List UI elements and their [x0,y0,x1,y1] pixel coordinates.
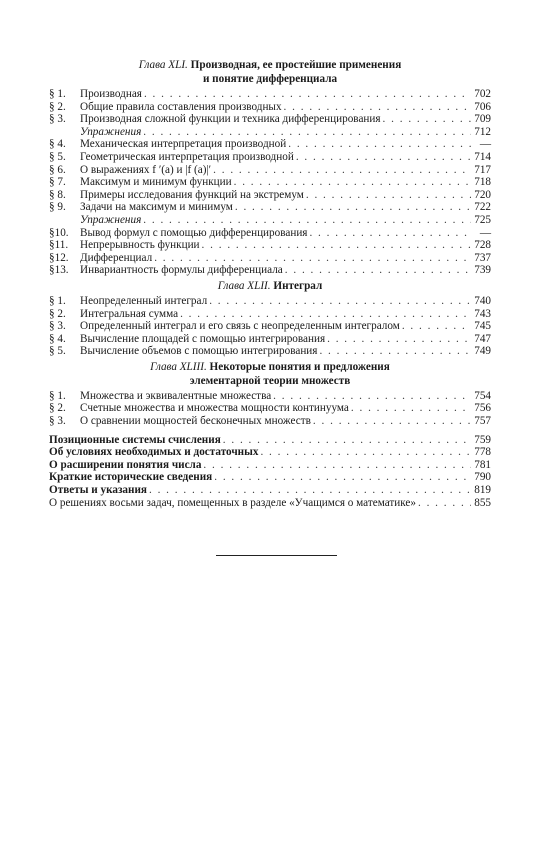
dot-leader [273,390,471,403]
page-number: 749 [474,345,491,358]
toc-entry[interactable] [49,295,491,308]
toc-entry[interactable] [49,459,491,472]
dot-leader [309,227,471,240]
dot-leader [285,264,471,277]
section-title: Геометрическая интерпретация производной [80,150,294,163]
section-number: § 9. [49,201,66,214]
toc-entry[interactable] [49,201,491,214]
dot-leader [202,239,471,252]
dot-leader [144,88,471,101]
toc-entry[interactable] [49,88,491,101]
section-title: Краткие исторические сведения [49,471,213,484]
section-number: § 2. [49,307,66,320]
section-title: Вычисление объемов с помощью интегрирования [80,345,318,358]
dot-leader [180,308,471,321]
section-number: §11. [49,239,69,252]
toc-entry[interactable] [49,333,491,346]
table-of-contents [49,58,491,509]
section-title: Упражнения [80,213,142,226]
dot-leader [234,176,471,189]
section-title: О сравнении мощностей бесконечных множеств [80,415,311,428]
toc-entry[interactable] [49,320,491,333]
dot-leader [296,151,471,164]
section-title: Ответы и указания [49,484,147,497]
section-title: О решениях восьми задач, помещенных в разделе «Учащимся о математике» [49,496,416,509]
dot-leader [402,320,471,333]
page-number: 778 [474,446,491,459]
dot-leader [306,189,471,202]
section-title: О расширении понятия числа [49,458,202,471]
toc-entry[interactable] [49,227,491,240]
chapter-label: Глава XLI. [138,59,188,71]
appendix-items [49,434,491,510]
dot-leader [284,101,471,114]
section-number: § 5. [49,150,66,163]
chapter-heading [49,58,491,86]
toc-entry[interactable] [49,402,491,415]
section-number: §10. [49,226,69,239]
toc-entry[interactable] [49,264,491,277]
page-number: 781 [474,458,491,471]
dot-leader [203,459,471,472]
section-title: Примеры исследования функций на экстремум [80,188,304,201]
chapter-heading [49,279,491,293]
dot-leader [154,252,471,265]
toc-entry[interactable] [49,497,491,510]
section-number: § 1. [49,389,66,402]
dot-leader [149,484,471,497]
page-number: 728 [474,239,491,252]
dot-leader [209,295,471,308]
section-number: § 3. [49,415,66,428]
page-number: — [479,226,491,239]
dot-leader [418,497,471,510]
toc-entry[interactable] [49,239,491,252]
page-number: 756 [474,402,491,415]
page-number: 739 [474,264,491,277]
section-title: Вывод формул с помощью дифференцирования [80,226,308,239]
page-number: 737 [474,251,491,264]
section-number: § 6. [49,163,66,176]
dot-leader [213,164,471,177]
toc-entry[interactable] [49,164,491,177]
section-title: Непрерывность функции [80,239,200,252]
section-number: § 2. [49,402,66,415]
page-number: 855 [474,496,491,509]
section-title: Неопределенный интеграл [80,294,208,307]
page-number: 745 [474,320,491,333]
section-title: Определенный интеграл и его связь с неопределенным интегралом [80,320,400,333]
section-number: § 3. [49,113,66,126]
section-title: Механическая интерпретация производной [80,138,287,151]
chapter-label: Глава XLII. [217,279,271,292]
page-number: 754 [474,389,491,402]
page-number: 702 [474,88,491,100]
section-number: § 8. [49,188,66,201]
toc-entry[interactable] [49,308,491,321]
dot-leader [327,333,471,346]
page-number: 712 [474,125,491,138]
section-number: §12. [49,251,69,264]
section-title: Общие правила составления производных [80,100,282,113]
chapter-title-line2: элементарной теории множеств [189,374,351,387]
toc-entry[interactable] [49,446,491,459]
toc-entry[interactable] [49,138,491,151]
section-title: Счетные множества и множества мощности континуума [80,402,349,415]
section-title: Производная сложной функции и техника дифференцирования [80,113,381,126]
section-title: Инвариантность формулы дифференциала [80,264,283,277]
section-number: § 7. [49,176,66,189]
toc-entry[interactable] [49,345,491,358]
section-number: § 3. [49,320,66,333]
toc-entry[interactable] [49,113,491,126]
toc-entry[interactable] [49,434,491,447]
page-number: 757 [474,415,491,428]
dot-leader [383,113,471,126]
dot-leader [223,434,471,447]
chapter-items [49,295,491,358]
section-title: Упражнения [80,125,142,138]
dot-leader [313,415,471,428]
toc-entry[interactable] [49,151,491,164]
page-number: 709 [474,113,491,126]
chapter-items [49,390,491,428]
toc-entry[interactable] [49,252,491,265]
toc-entry[interactable] [49,126,491,139]
dot-leader [260,446,471,459]
toc-entry[interactable] [49,390,491,403]
page-number: 740 [474,294,491,307]
section-title: Производная [80,88,142,100]
dot-leader [235,201,471,214]
chapter-title-line2: и понятие дифференциала [202,73,338,85]
toc-entry[interactable] [49,415,491,428]
page-number: 720 [474,188,491,201]
page-number: 714 [474,150,491,163]
section-title: Позиционные системы счисления [49,433,221,446]
closing-rule [216,555,337,556]
section-title: Вычисление площадей с помощью интегрирования [80,332,326,345]
page-number: 717 [474,163,491,176]
page-number: — [479,138,491,151]
chapter-items [49,88,491,277]
section-title: Максимум и минимум функции [80,176,232,189]
section-number: § 1. [49,88,66,100]
section-number: § 5. [49,345,66,358]
toc-entry[interactable] [49,189,491,202]
section-title: Задачи на максимум и минимум [80,201,233,214]
page-number: 706 [474,100,491,113]
chapter-title: Интеграл [273,279,323,292]
page-number: 743 [474,307,491,320]
section-title: Об условиях необходимых и достаточных [49,446,259,459]
page-number: 725 [474,213,491,226]
page-number: 747 [474,332,491,345]
toc-entry[interactable] [49,176,491,189]
page-number: 718 [474,176,491,189]
toc-entry[interactable] [49,101,491,114]
dot-leader [214,471,471,484]
section-number: § 4. [49,138,66,151]
toc-entry[interactable] [49,484,491,497]
chapter-label: Глава XLIII. [150,360,207,373]
section-title: О выражениях f ′(a) и |f (a)|′ [80,163,212,176]
page-number: 759 [474,433,491,446]
section-number: § 4. [49,332,66,345]
chapter-title: Некоторые понятия и предложения [209,360,390,373]
dot-leader [351,402,471,415]
page-number: 722 [474,201,491,214]
dot-leader [288,138,471,151]
dot-leader [319,345,471,358]
section-number: § 2. [49,100,66,113]
toc-entry[interactable] [49,471,491,484]
section-title: Интегральная сумма [80,307,179,320]
toc-entry[interactable] [49,214,491,227]
section-number: § 1. [49,294,66,307]
chapter-heading [49,360,491,388]
section-title: Дифференциал [80,251,153,264]
dot-leader [143,126,471,139]
page-number: 819 [474,484,491,497]
section-number: §13. [49,264,69,277]
section-title: Множества и эквивалентные множества [80,389,272,402]
chapter-title: Производная, ее простейшие применения [190,59,402,71]
dot-leader [143,214,471,227]
page-number: 790 [474,471,491,484]
